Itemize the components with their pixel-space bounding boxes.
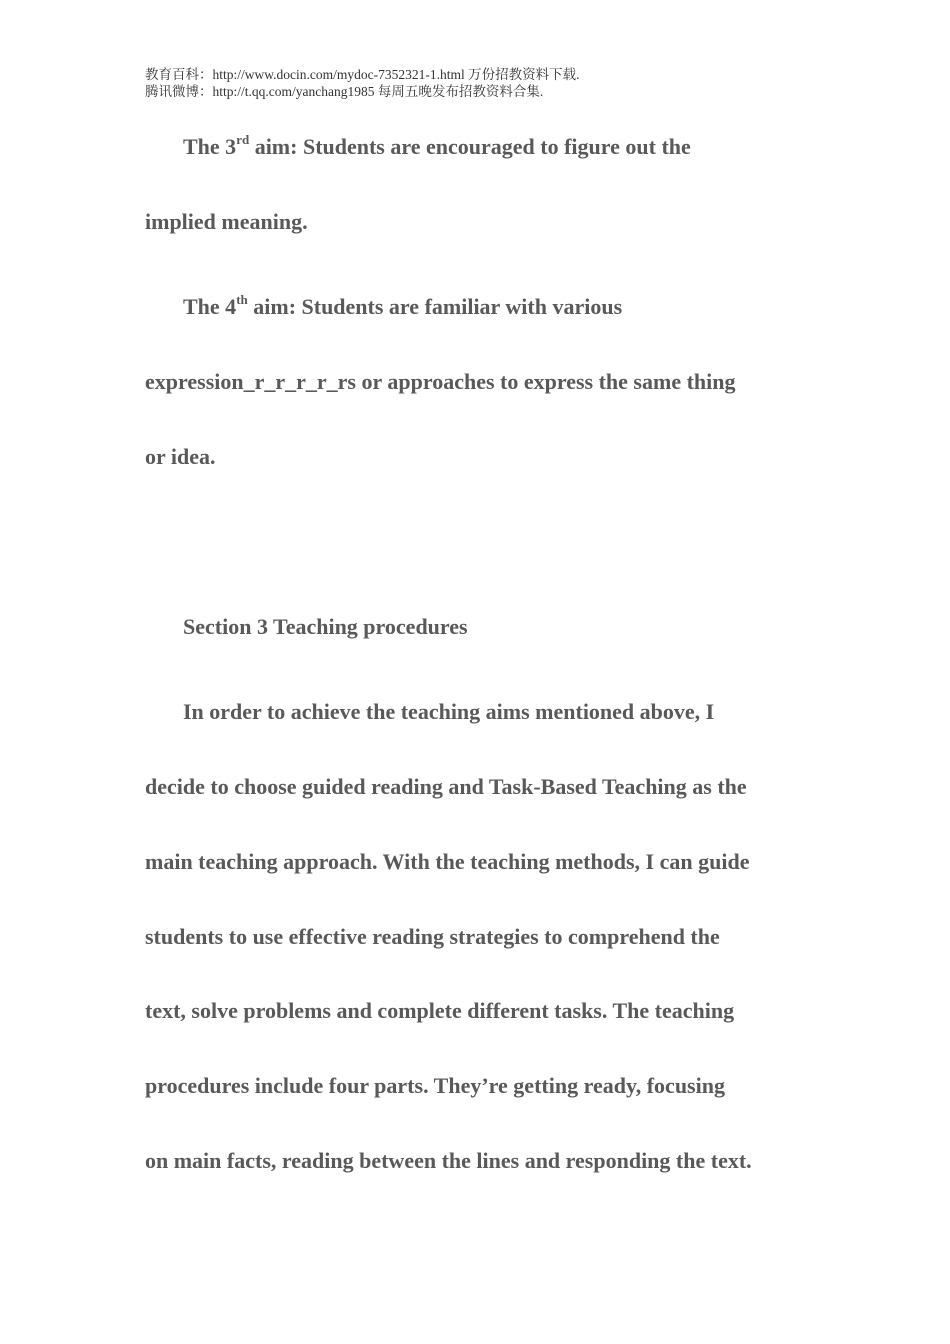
- procedures-line-6: procedures include four parts. They’re getting ready, focusing: [145, 1073, 725, 1098]
- section-3-heading: Section 3 Teaching procedures: [183, 614, 468, 639]
- procedures-line-2: decide to choose guided reading and Task-Based Teaching as the: [145, 774, 747, 799]
- procedures-line-7: on main facts, reading between the lines and responding the text.: [145, 1148, 752, 1173]
- aim-3-prefix: The 3: [183, 134, 237, 159]
- aim-4-prefix: The 4: [183, 294, 237, 319]
- aim-3-text: aim: Students are encouraged to figure out the: [249, 134, 691, 159]
- aim-3-line-2: implied meaning.: [145, 209, 308, 234]
- procedures-line-4: students to use effective reading strategies to comprehend the: [145, 924, 720, 949]
- aim-4-line-2: expression_r_r_r_r_rs or approaches to express the same thing: [145, 369, 736, 394]
- procedures-line-3: main teaching approach. With the teaching methods, I can guide: [145, 849, 750, 874]
- header-line-2: 腾讯微博：http://t.qq.com/yanchang1985 每周五晚发布招教资料合集.: [145, 84, 544, 99]
- aim-4-line-3: or idea.: [145, 444, 216, 469]
- aim-3-ordinal-suffix: rd: [236, 131, 250, 147]
- aim-4-text: aim: Students are familiar with various: [247, 294, 623, 319]
- aim-3-line-1: [183, 131, 691, 160]
- aim-4-line-1: [183, 291, 623, 320]
- header-line-1: 教育百科：http://www.docin.com/mydoc-7352321-1.html 万份招教资料下载.: [145, 67, 580, 82]
- procedures-line-5: text, solve problems and complete different tasks. The teaching: [145, 998, 735, 1023]
- page-header: [145, 66, 579, 100]
- procedures-line-1: In order to achieve the teaching aims mentioned above, I: [183, 699, 715, 724]
- aim-4-ordinal-suffix: th: [236, 291, 248, 307]
